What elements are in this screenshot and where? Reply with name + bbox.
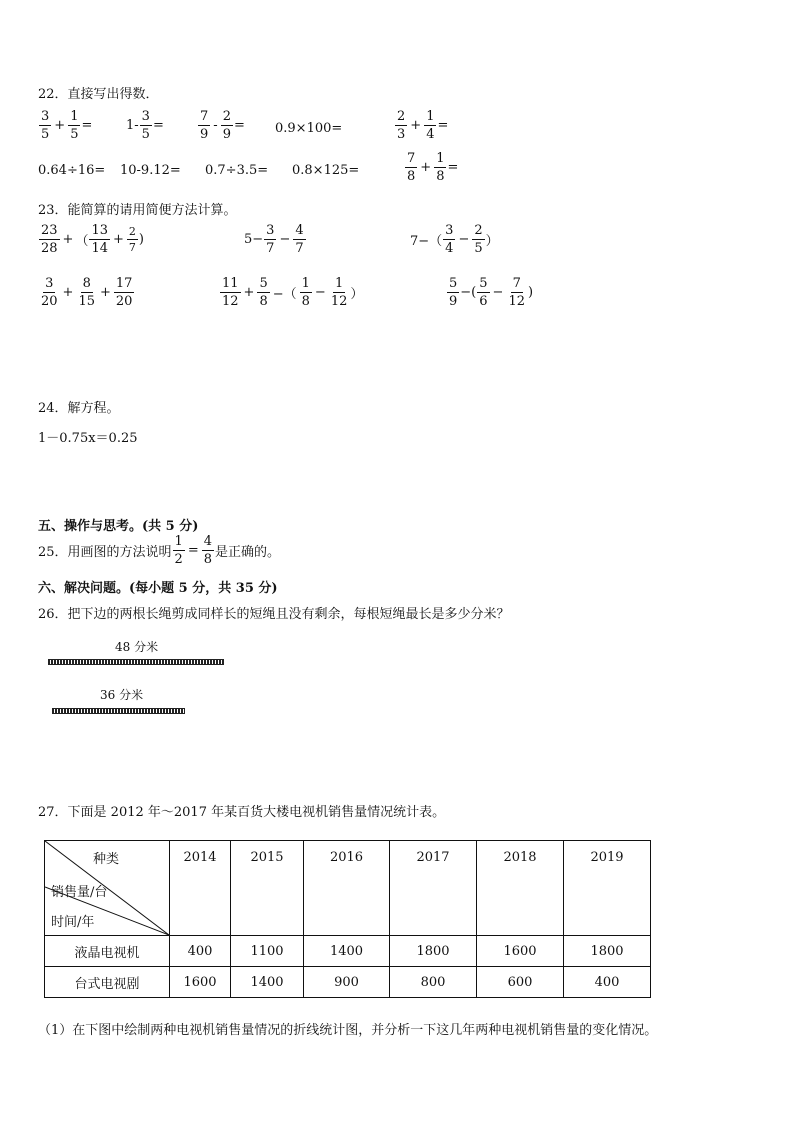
q23-expr-6: $\frac{5}{9}$ −( $\frac{5}{6}$ − $\frac{7}{12}$ ) — [449, 276, 534, 309]
header-category: 种类 — [93, 852, 120, 867]
q25: 25．用画图的方法说明 $\frac{1}{2}$ = $\frac{4}{8}$ 是正确的。 — [38, 534, 281, 567]
q23-title: 23．能简算的请用简便方法计算。 — [38, 203, 237, 218]
q22-r1-a: $\frac{3}{5}$ + $\frac{1}{5}$ = — [41, 109, 93, 142]
row-label: 液晶电视机 — [45, 936, 170, 967]
q22-r1-b: 1- $\frac{3}{5}$ = — [126, 109, 164, 142]
rope1-label: 48 分米 — [115, 640, 159, 654]
table-cell: 1600 — [477, 936, 564, 967]
header-year: 时间/年 — [51, 915, 95, 930]
q22-r2-e: $\frac{7}{8}$ + $\frac{1}{8}$ = — [407, 151, 459, 184]
sales-table — [44, 840, 651, 998]
year-col: 2015 — [231, 841, 304, 936]
q26-title: 26．把下边的两根长绳剪成同样长的短绳且没有剩余，每根短绳最长是多少分米？ — [38, 607, 510, 622]
table-cell: 400 — [170, 936, 231, 967]
rope-36 — [52, 708, 185, 714]
q27-sub1: （1）在下图中绘制两种电视机销售量情况的折线统计图，并分析一下这几年两种电视机销售量的变化情况。 — [38, 1023, 658, 1038]
table-cell: 1800 — [564, 936, 651, 967]
section5-title: 五、操作与思考。(共 5 分) — [38, 519, 199, 534]
year-col: 2019 — [564, 841, 651, 936]
year-col: 2016 — [304, 841, 390, 936]
table-row — [45, 936, 651, 967]
q23-expr-4: $\frac{3}{20}$ + $\frac{8}{15}$ + $\frac{17}{20}$ — [41, 276, 133, 309]
q22-r2-b: 10-9.12= — [120, 163, 181, 178]
table-cell: 1400 — [231, 967, 304, 998]
q22-r2-a: 0.64÷16= — [38, 163, 106, 178]
section6-title: 六、解决问题。(每小题 5 分，共 35 分) — [38, 581, 278, 596]
q22-title: 22．直接写出得数． — [38, 87, 159, 102]
table-cell: 800 — [390, 967, 477, 998]
q27-title: 27．下面是 2012 年～2017 年某百货大楼电视机销售量情况统计表。 — [38, 805, 446, 820]
q24-title: 24．解方程。 — [38, 401, 120, 416]
header-sales: 销售量/台 — [51, 885, 108, 900]
rope2-label: 36 分米 — [100, 688, 144, 702]
q23-expr-3: 7−（ $\frac{3}{4}$ − $\frac{2}{5}$ ） — [410, 223, 499, 256]
year-col: 2018 — [477, 841, 564, 936]
year-col: 2017 — [390, 841, 477, 936]
q22-r2-d: 0.8×125= — [292, 163, 360, 178]
q24-equation: 1－0.75x＝0.25 — [38, 431, 138, 446]
q23-expr-1: $\frac{23}{28}$ + （ $\frac{13}{14}$ + $\frac{2}{7}$ ) — [41, 223, 144, 256]
table-cell: 1800 — [390, 936, 477, 967]
q23-expr-2: 5− $\frac{3}{7}$ − $\frac{4}{7}$ — [244, 223, 304, 256]
q22-r1-c: $\frac{7}{9}$ - $\frac{2}{9}$ = — [200, 109, 245, 142]
table-row — [45, 967, 651, 998]
q22-r1-e: $\frac{2}{3}$ + $\frac{1}{4}$ = — [397, 109, 449, 142]
rope-48 — [48, 659, 224, 665]
table-cell: 1100 — [231, 936, 304, 967]
table-diagonal-header — [45, 841, 170, 936]
row-label: 台式电视剧 — [45, 967, 170, 998]
table-cell: 1600 — [170, 967, 231, 998]
q23-expr-5: $\frac{11}{12}$ + $\frac{5}{8}$ −（ $\frac{1}{8}$ − $\frac{1}{12}$ ） — [222, 276, 364, 309]
table-cell: 1400 — [304, 936, 390, 967]
table-cell: 600 — [477, 967, 564, 998]
year-col: 2014 — [170, 841, 231, 936]
table-cell: 900 — [304, 967, 390, 998]
q22-r2-c: 0.7÷3.5= — [205, 163, 269, 178]
table-cell: 400 — [564, 967, 651, 998]
q22-r1-d: 0.9×100= — [275, 121, 343, 136]
